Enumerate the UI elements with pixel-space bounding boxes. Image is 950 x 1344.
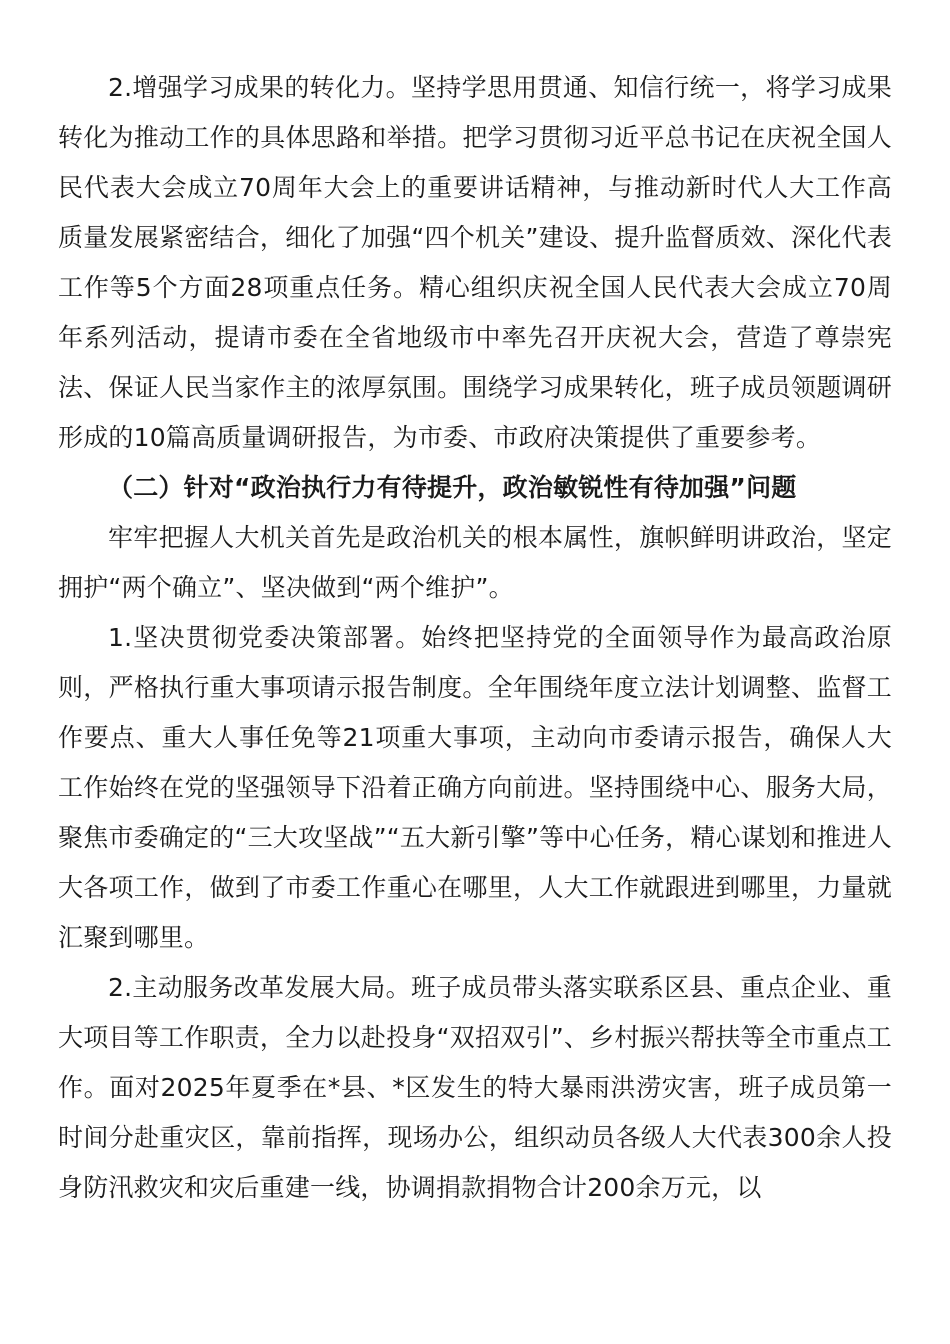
- paragraph-implement-decisions: 1.坚决贯彻党委决策部署。始终把坚持党的全面领导作为最高政治原则，严格执行重大事项请示报告制度。全年围绕年度立法计划调整、监督工作要点、重大人事任免等21项重大事项，主动向市委请示报告，确保人大工作始终在党的坚强领导下沿着正确方向前进。坚持围绕中心、服务大局，聚焦市委确定的“三大攻坚战”“五大新引擎”等中心任务，精心谋划和推进人大各项工作，做到了市委工作重心在哪里，人大工作就跟进到哪里，力量就汇聚到哪里。: [58, 623, 892, 952]
- paragraph-transformation: 2.增强学习成果的转化力。坚持学思用贯通、知信行统一，将学习成果转化为推动工作的具体思路和举措。把学习贯彻习近平总书记在庆祝全国人民代表大会成立70周年大会上的重要讲话精神，与推动新时代人大工作高质量发展紧密结合，细化了加强“四个机关”建设、提升监督质效、深化代表工作等5个方面28项重点任务。精心组织庆祝全国人民代表大会成立70周年系列活动，提请市委在全省地级市中率先召开庆祝大会，营造了尊崇宪法、保证人民当家作主的浓厚氛围。围绕学习成果转化，班子成员领题调研形成的10篇高质量调研报告，为市委、市政府决策提供了重要参考。: [58, 73, 892, 452]
- paragraph-political-attribute: 牢牢把握人大机关首先是政治机关的根本属性，旗帜鲜明讲政治，坚定拥护“两个确立”、坚决做到“两个维护”。: [58, 523, 892, 602]
- document-body: [58, 63, 892, 1213]
- section-heading-political-execution: （二）针对“政治执行力有待提升，政治敏锐性有待加强”问题: [108, 473, 797, 502]
- paragraph-serve-reform: 2.主动服务改革发展大局。班子成员带头落实联系区县、重点企业、重大项目等工作职责，全力以赴投身“双招双引”、乡村振兴帮扶等全市重点工作。面对2025年夏季在*县、*区发生的特大暴雨洪涝灾害，班子成员第一时间分赴重灾区，靠前指挥，现场办公，组织动员各级人大代表300余人投身防汛救灾和灾后重建一线，协调捐款捐物合计200余万元，以: [58, 973, 892, 1202]
